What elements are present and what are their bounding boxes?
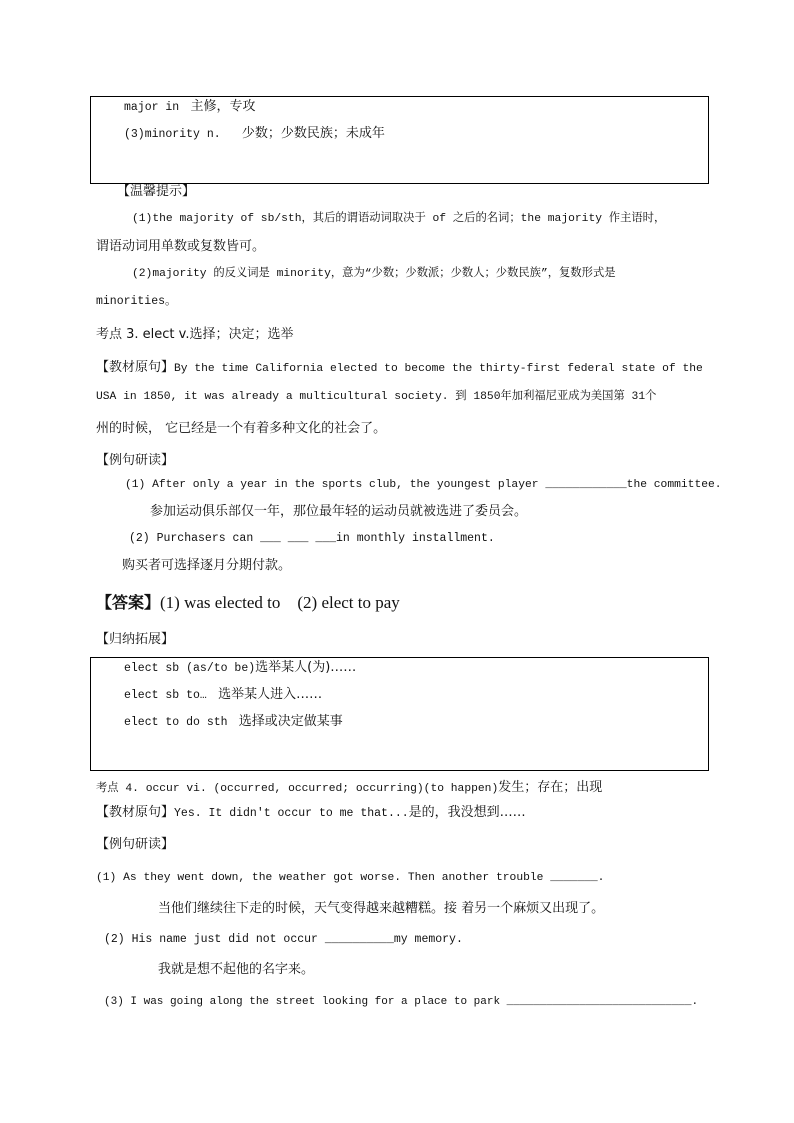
- kp3-orig-line3: 州的时候， 它已经是一个有着多种文化的社会了。: [96, 421, 387, 436]
- kp3-ext-heading: 【归纳拓展】: [96, 632, 175, 647]
- kp4-orig-cn: 是的，我没想到……: [408, 805, 526, 820]
- tip-p1-line2: 谓语动词用单数或复数皆可。: [96, 239, 266, 254]
- box1-line2-cn: 少数；少数民族；未成年: [241, 126, 385, 141]
- kp4-orig-label: 【教材原句】: [96, 805, 175, 820]
- ext-line3-en: elect to do sth: [124, 716, 228, 729]
- ext-line3: [124, 712, 343, 732]
- box1-line1: [124, 97, 255, 117]
- box1-line2: [124, 124, 385, 144]
- tip-p2-line2: minorities。: [96, 295, 177, 308]
- kp4-ex1-cn: 当他们继续往下走的时候，天气变得越来越糟糕。接 着另一个麻烦又出现了。: [158, 901, 605, 916]
- box1-line2-en: (3)minority n.: [124, 128, 221, 141]
- kp3-answer-label: 【答案】: [96, 593, 161, 612]
- box1-line1-cn: 主修，专攻: [190, 99, 256, 114]
- box1-line1-en: major in: [124, 101, 180, 114]
- kp3-orig-line1: [96, 358, 703, 378]
- ext-line2: [124, 685, 322, 705]
- tip-p2-line1: (2)majority 的反义词是 minority，意为“少数；少数派；少数人；少数民族”，复数形式是: [132, 268, 616, 280]
- kp3-ex2-cn: 购买者可选择逐月分期付款。: [122, 558, 292, 573]
- kp3-answer: [96, 591, 400, 615]
- ext-line2-en: elect sb to…: [124, 689, 207, 702]
- tip-heading: 【温馨提示】: [117, 184, 196, 199]
- kp4-ex1-en: (1) As they went down, the weather got worse. Then another trouble _______.: [96, 872, 605, 884]
- kp4-ex3-en: (3) I was going along the street looking for a place to park ____________________________.: [104, 996, 699, 1008]
- kp3-answer-text: (1) was elected to (2) elect to pay: [160, 593, 400, 612]
- kp4-ex2-cn: 我就是想不起他的名字来。: [158, 962, 315, 977]
- kp4-heading-en: 考点 4. occur vi. (occurred, occurred; occurring)(to happen): [96, 783, 499, 795]
- kp3-orig-line1-text: By the time California elected to become the thirty-first federal state of the: [174, 363, 703, 375]
- kp4-orig: [96, 803, 526, 823]
- ext-line1: [124, 658, 356, 678]
- kp4-ex2-en: (2) His name just did not occur __________my memory.: [104, 933, 463, 946]
- ext-line1-cn: 选举某人(为)……: [255, 660, 357, 675]
- tip-p1-line1: (1)the majority of sb/sth，其后的谓语动词取决于 of 之后的名词；the majority 作主语时，: [132, 213, 666, 225]
- ext-line3-cn: 选择或决定做某事: [238, 714, 343, 729]
- kp3-ex1-cn: 参加运动俱乐部仅一年，那位最年轻的运动员就被选进了委员会。: [150, 504, 528, 519]
- kp3-orig-line2: USA in 1850, it was already a multicultural society. 到 1850年加利福尼亚成为美国第 31个: [96, 391, 657, 403]
- kp4-orig-en: Yes. It didn't occur to me that...: [174, 807, 409, 820]
- kp3-orig-label: 【教材原句】: [96, 360, 175, 375]
- ext-line2-cn: 选举某人进入……: [218, 687, 323, 702]
- kp4-heading-cn: 发生；存在；出现: [498, 780, 603, 795]
- kp4-example-heading: 【例句研读】: [96, 837, 175, 852]
- ext-line1-en: elect sb (as/to be): [124, 662, 256, 675]
- kp4-heading: [96, 778, 602, 798]
- kp3-ex2-en: (2) Purchasers can ___ ___ ___in monthly installment.: [129, 532, 495, 545]
- kp3-heading: 考点 3. elect v.选择；决定；选举: [96, 327, 294, 342]
- kp3-ex1-en: (1) After only a year in the sports club, the youngest player ____________the committee.: [125, 479, 722, 491]
- kp3-example-heading: 【例句研读】: [96, 453, 175, 468]
